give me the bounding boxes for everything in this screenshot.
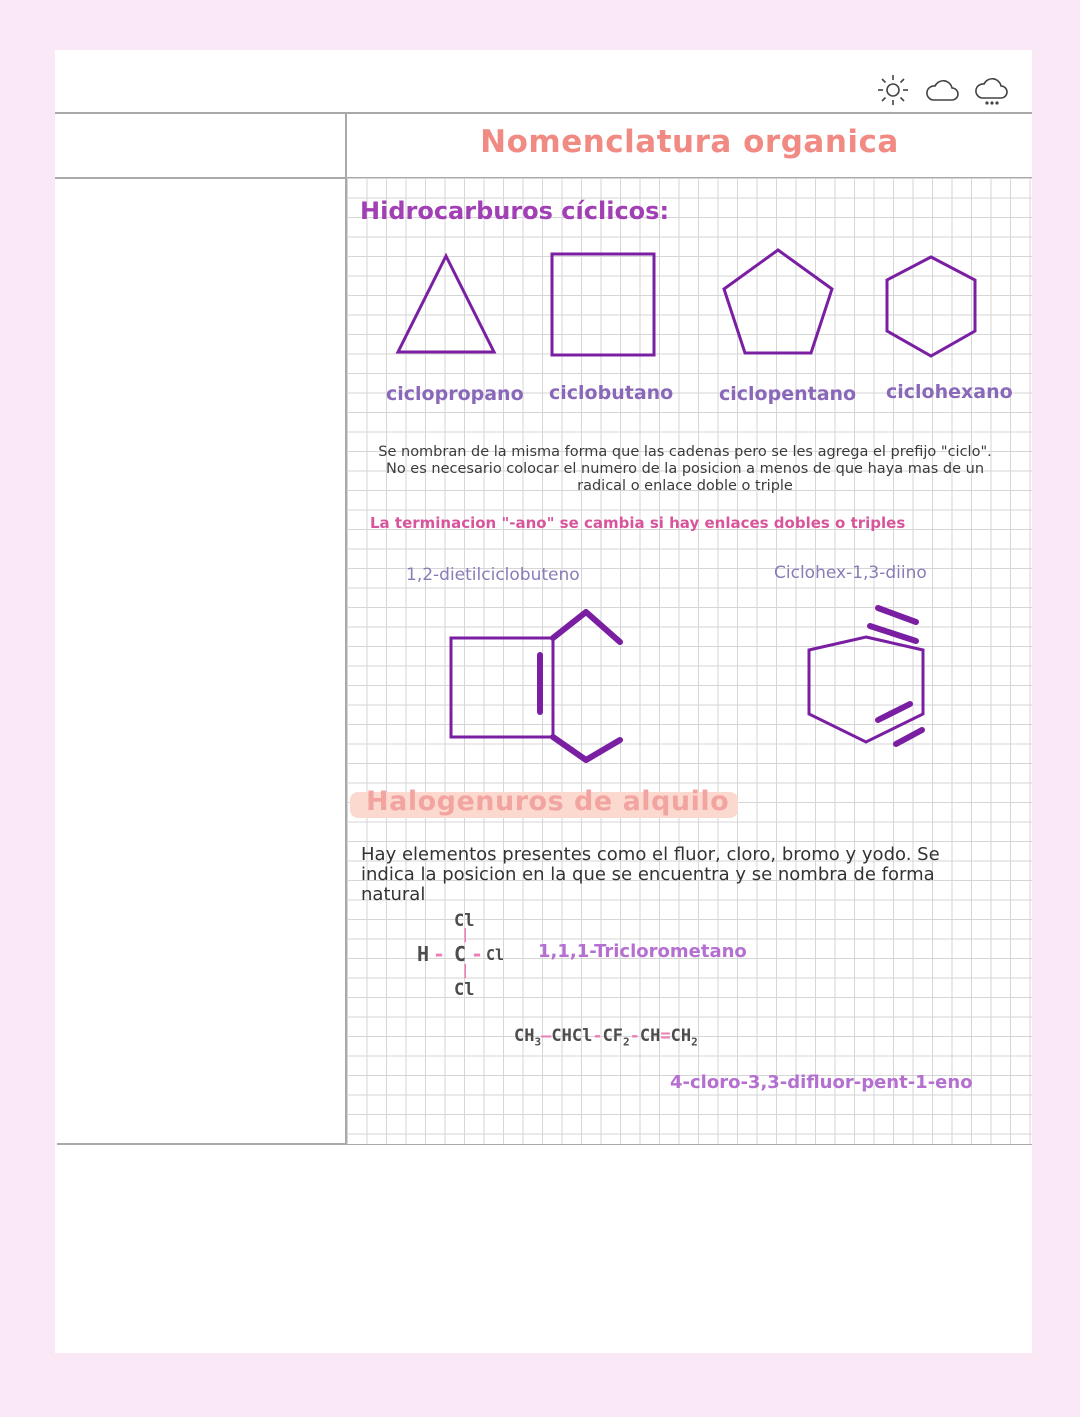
section-heading-cyclic: Hidrocarburos cíclicos:	[360, 197, 670, 225]
cyclic-note: La terminacion "-ano" se cambia si hay enlaces dobles o triples	[370, 514, 906, 532]
ring-label-ciclobutano: ciclobutano	[549, 382, 674, 404]
bond-left: -	[433, 942, 446, 966]
example-name-ciclohexdiino: Ciclohex-1,3-diino	[774, 563, 927, 583]
halides-explanation: Hay elementos presentes como el fluor, cloro, bromo y yodo. Se indica la posicion en la que se encuentra y se nombra de forma natural	[361, 844, 940, 905]
single-bond: -	[629, 1026, 640, 1046]
double-bond: =	[660, 1026, 671, 1046]
section-heading-halides: Halogenuros de alquilo	[366, 786, 730, 817]
group-chcl: CHCl	[551, 1026, 593, 1046]
cyclic-explanation: Se nombran de la misma forma que las cadenas pero se les agrega el prefijo "ciclo". No es necesario colocar el numero de la posicion a menos de que haya mas de un radical o enlace doble o triple	[378, 444, 992, 494]
group-ch2-subscript: 2	[691, 1035, 698, 1049]
dietilciclobuteno-structure-icon	[440, 600, 640, 770]
pentagon-ring-icon	[724, 250, 832, 353]
example-name-dietilciclobuteno: 1,2-dietilciclobuteno	[406, 565, 580, 585]
ciclohexdiino-structure-icon	[800, 600, 940, 760]
cloud-rain-icon	[976, 79, 1007, 104]
single-bond: -	[592, 1026, 603, 1046]
bond-right: -	[471, 942, 484, 966]
hexagon-ring-icon	[887, 257, 975, 356]
triclorometano-structure	[416, 907, 516, 1007]
hydrogen: H	[417, 942, 430, 966]
header-rule	[55, 112, 1032, 114]
group-ch: CH	[639, 1026, 661, 1046]
ring-label-ciclopropano: ciclopropano	[386, 383, 524, 405]
central-carbon: C	[454, 942, 467, 966]
square-ring-icon	[552, 254, 654, 355]
ring-label-ciclohexano: ciclohexano	[886, 381, 1013, 403]
triangle-ring-icon	[398, 256, 494, 352]
cloud-icon	[927, 81, 958, 100]
top-chlorine: Cl	[454, 911, 475, 931]
bond-bottom: |	[461, 963, 470, 979]
group-ch3: CH	[514, 1026, 535, 1046]
weather-icons	[876, 72, 1016, 108]
bond-top: |	[461, 927, 470, 943]
group-ch2: CH	[670, 1026, 692, 1046]
group-cf2-subscript: 2	[623, 1035, 630, 1049]
right-chlorine: Cl	[486, 946, 505, 964]
single-bond: —	[541, 1026, 552, 1046]
difluorpentene-structure	[514, 1026, 698, 1048]
group-ch3-subscript: 3	[534, 1035, 542, 1049]
example2-name: 4-cloro-3,3-difluor-pent-1-eno	[670, 1072, 973, 1093]
bottom-chlorine: Cl	[454, 980, 475, 1000]
page-title: Nomenclatura organica	[480, 124, 899, 160]
example1-name: 1,1,1-Triclorometano	[538, 941, 747, 962]
ring-label-ciclopentano: ciclopentano	[719, 383, 857, 405]
sun-icon	[878, 75, 908, 105]
group-cf2: CF	[602, 1026, 624, 1046]
ring-shapes	[380, 240, 1000, 370]
